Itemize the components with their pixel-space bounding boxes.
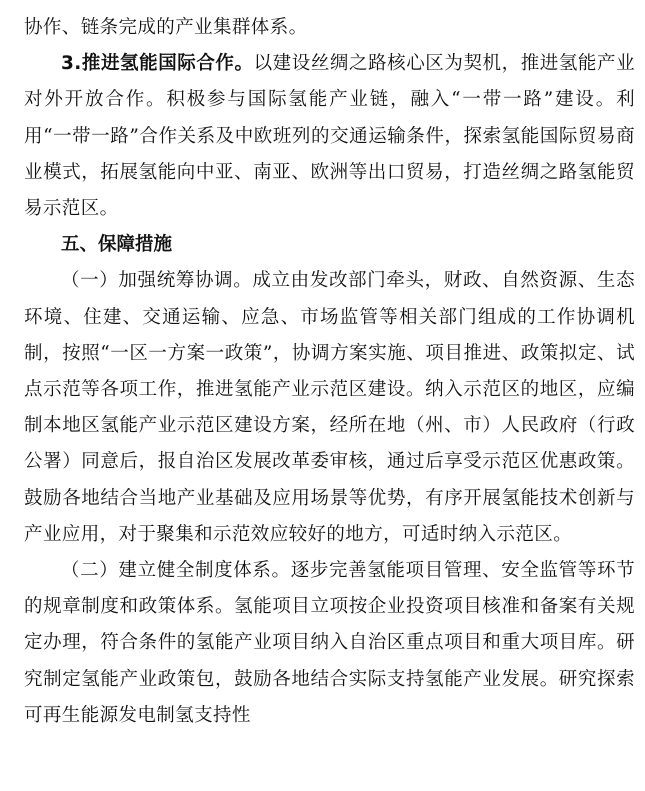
- section-5-heading: [24, 227, 635, 263]
- item-3-heading: 3.推进氢能国际合作。: [61, 53, 254, 75]
- sub-2-heading: （二）建立健全制度体系。: [61, 560, 291, 582]
- paragraph-continuation-text: 协作、链条完成的产业集群体系。: [24, 17, 308, 38]
- paragraph-item-3: [24, 46, 635, 227]
- sub-1-heading: （一）加强统筹协调。: [61, 270, 253, 292]
- sub-2-body: 逐步完善氢能项目管理、安全监管等环节的规章制度和政策体系。氢能项目立项按企业投资项目核准和备案有关规定办理，符合条件的氢能产业项目纳入自治区重点项目和重大项目库。研究制定氢能产业政策包，鼓励各地结合实际支持氢能产业发展。研究探索可再生能源发电制氢支持性: [24, 560, 635, 726]
- paragraph-sub-1: [24, 263, 635, 553]
- sub-1-body: 成立由发改部门牵头，财政、自然资源、生态环境、住建、交通运输、应急、市场监管等相关部门组成的工作协调机制，按照“一区一方案一政策”，协调方案实施、项目推进、政策拟定、试点示范等各项工作，推进氢能产业示范区建设。纳入示范区的地区，应编制本地区氢能产业示范区建设方案，经所在地（州、市）人民政府（行政公署）同意后，报自治区发展改革委审核，通过后享受示范区优惠政策。鼓励各地结合当地产业基础及应用场景等优势，有序开展氢能技术创新与产业应用，对于聚集和示范效应较好的地方，可适时纳入示范区。: [24, 270, 635, 545]
- paragraph-continuation: [24, 10, 635, 46]
- section-5-heading-text: 五、保障措施: [61, 234, 173, 256]
- paragraph-sub-2: [24, 553, 635, 734]
- item-3-body: 以建设丝绸之路核心区为契机，推进氢能产业对外开放合作。积极参与国际氢能产业链，融入“一带一路”建设。利用“一带一路”合作关系及中欧班列的交通运输条件，探索氢能国际贸易商业模式，拓展氢能向中亚、南亚、欧洲等出口贸易，打造丝绸之路氢能贸易示范区。: [24, 53, 635, 220]
